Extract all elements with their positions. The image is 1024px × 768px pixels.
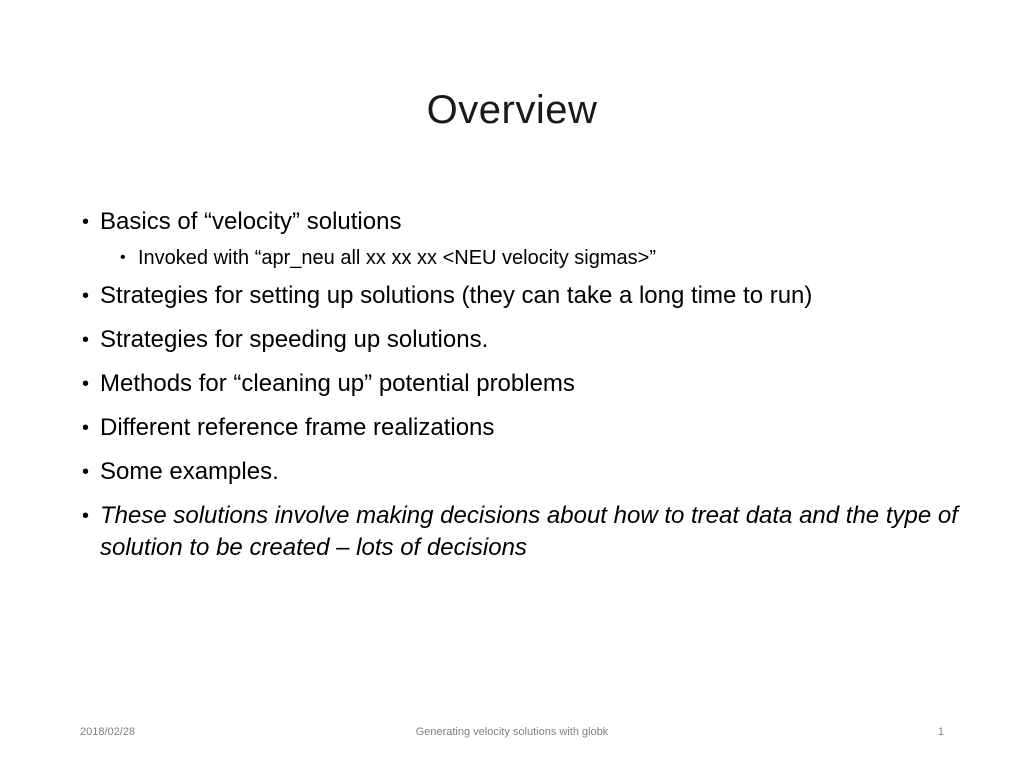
bullet-icon: •	[82, 417, 90, 439]
bullet-text: These solutions involve making decisions about how to treat data and the type of solution to be created – lots of decisions	[100, 502, 958, 561]
bullet-icon: •	[82, 329, 90, 351]
bullet-item	[78, 500, 958, 564]
sub-bullet-text: Invoked with “apr_neu all xx xx xx <NEU velocity sigmas>”	[138, 247, 656, 269]
bullet-icon: •	[82, 373, 90, 395]
bullet-item	[78, 280, 958, 312]
bullet-list	[78, 206, 958, 576]
bullet-text: Strategies for speeding up solutions.	[100, 326, 489, 353]
bullet-icon: •	[82, 211, 90, 233]
bullet-text: Basics of “velocity” solutions	[100, 208, 402, 235]
bullet-icon: •	[82, 505, 90, 527]
bullet-item	[78, 206, 958, 238]
sub-bullet-item	[116, 244, 958, 272]
bullet-text: Some examples.	[100, 458, 279, 485]
sub-bullet-icon: •	[120, 249, 126, 266]
bullet-text: Different reference frame realizations	[100, 414, 495, 441]
bullet-icon: •	[82, 285, 90, 307]
footer-title: Generating velocity solutions with globk	[415, 726, 609, 738]
footer-date: 2018/02/28	[80, 726, 136, 738]
bullet-icon: •	[82, 461, 90, 483]
bullet-item	[78, 412, 958, 444]
bullet-item	[78, 368, 958, 400]
slide-title: Overview	[426, 88, 598, 132]
bullet-text: Strategies for setting up solutions (they can take a long time to run)	[100, 282, 813, 309]
bullet-text: Methods for “cleaning up” potential problems	[100, 370, 575, 397]
page-number: 1	[937, 726, 944, 738]
bullet-item	[78, 324, 958, 356]
bullet-item	[78, 456, 958, 488]
